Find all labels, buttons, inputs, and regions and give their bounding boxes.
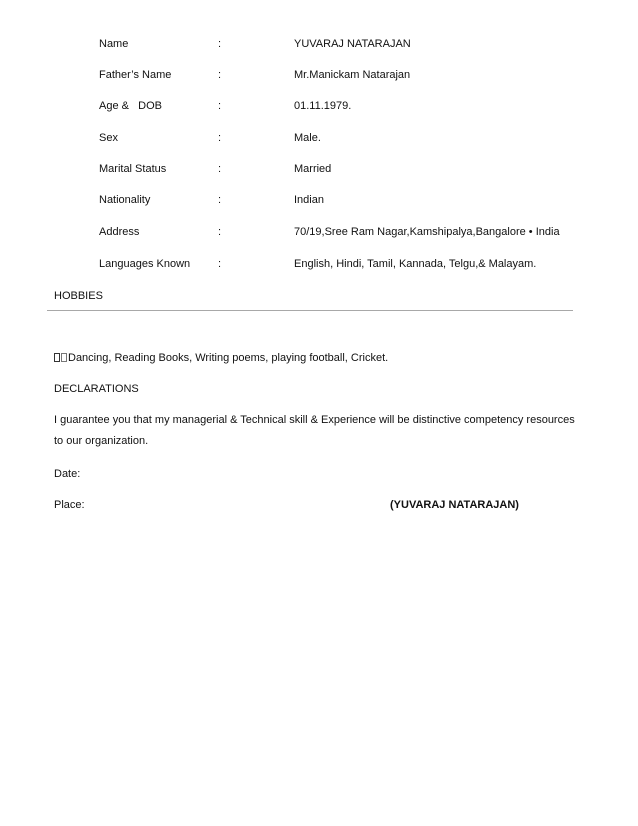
- detail-colon: :: [218, 194, 222, 206]
- declarations-heading: DECLARATIONS: [54, 383, 139, 395]
- detail-row-fathers-name: [0, 67, 638, 83]
- section-divider: [47, 310, 573, 311]
- detail-value: 70/19,Sree Ram Nagar,Kamshipalya,Bangalore • India: [294, 226, 560, 238]
- detail-label: Name: [99, 38, 129, 50]
- place-label: Place:: [54, 499, 85, 511]
- detail-row-marital-status: [0, 161, 638, 177]
- detail-value: YUVARAJ NATARAJAN: [294, 38, 411, 50]
- detail-row-sex: [0, 130, 638, 146]
- signature-name: (YUVARAJ NATARAJAN): [390, 499, 519, 511]
- detail-label: Father’s Name: [99, 69, 172, 81]
- detail-colon: :: [218, 132, 222, 144]
- detail-value: 01.11.1979.: [294, 100, 352, 112]
- detail-label: Languages Known: [99, 258, 191, 270]
- detail-label: Sex: [99, 132, 118, 144]
- detail-value: Indian: [294, 194, 324, 206]
- hobbies-list: [54, 350, 388, 366]
- detail-label: Age & DOB: [99, 100, 162, 112]
- detail-colon: :: [218, 258, 222, 270]
- detail-value: Married: [294, 163, 332, 175]
- detail-value: English, Hindi, Tamil, Kannada, Telgu,& Malayam.: [294, 258, 537, 270]
- detail-row-age-dob: [0, 98, 638, 114]
- detail-colon: :: [218, 163, 222, 175]
- detail-label: Nationality: [99, 194, 151, 206]
- detail-colon: :: [218, 69, 222, 81]
- missing-glyph-icon: [54, 353, 60, 362]
- hobbies-text: Dancing, Reading Books, Writing poems, playing football, Cricket.: [68, 352, 389, 364]
- missing-glyph-icon: [61, 353, 67, 362]
- detail-label: Marital Status: [99, 163, 167, 175]
- detail-row-name: [0, 36, 638, 52]
- detail-colon: :: [218, 38, 222, 50]
- detail-colon: :: [218, 226, 222, 238]
- detail-row-languages-known: [0, 256, 638, 272]
- detail-row-nationality: [0, 192, 638, 208]
- detail-label: Address: [99, 226, 140, 238]
- detail-value: Male.: [294, 132, 321, 144]
- declarations-text: I guarantee you that my managerial & Technical skill & Experience will be distinctive competency resources to our organization.: [54, 414, 575, 447]
- date-label: Date:: [54, 468, 81, 480]
- detail-colon: :: [218, 100, 222, 112]
- hobbies-heading: HOBBIES: [54, 290, 103, 302]
- detail-value: Mr.Manickam Natarajan: [294, 69, 411, 81]
- detail-row-address: [0, 224, 638, 240]
